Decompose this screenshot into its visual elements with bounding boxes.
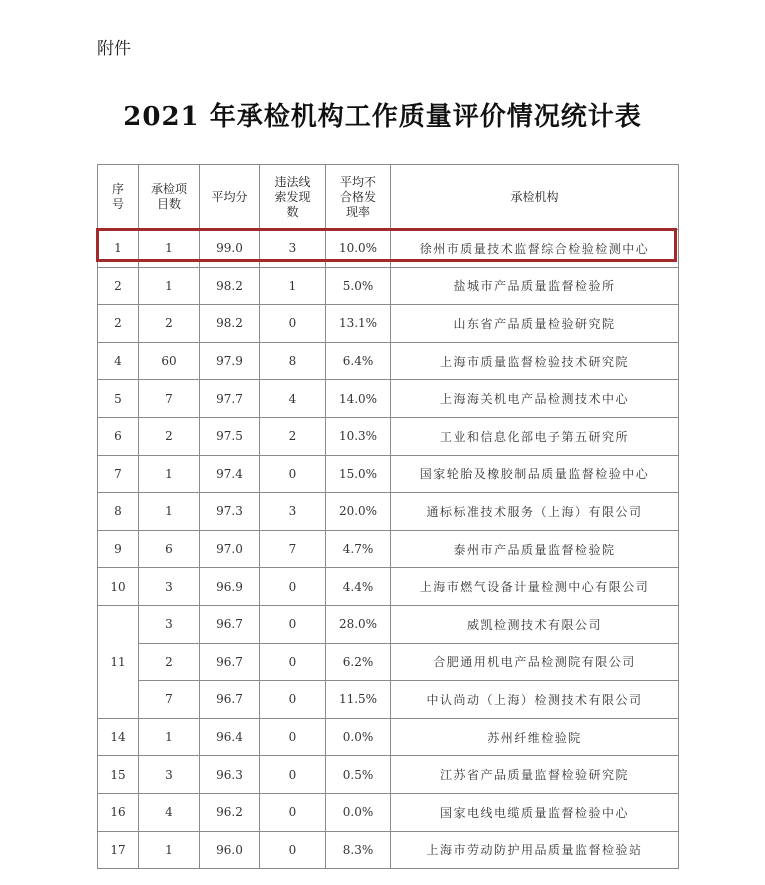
- cell-seq: 4: [98, 342, 139, 380]
- cell-seq: 17: [98, 831, 139, 869]
- cell-projects: 3: [139, 756, 200, 794]
- attachment-label: 附件: [97, 39, 131, 59]
- cell-score: 97.7: [200, 380, 260, 418]
- cell-score: 96.7: [200, 681, 260, 719]
- cell-clues: 0: [260, 793, 326, 831]
- cell-org: 上海市劳动防护用品质量监督检验站: [391, 831, 679, 869]
- cell-rate: 10.0%: [326, 230, 391, 268]
- cell-clues: 2: [260, 417, 326, 455]
- cell-rate: 20.0%: [326, 493, 391, 531]
- cell-score: 96.9: [200, 568, 260, 606]
- cell-projects: 2: [139, 417, 200, 455]
- cell-rate: 6.2%: [326, 643, 391, 681]
- cell-clues: 0: [260, 605, 326, 643]
- cell-seq: 2: [98, 267, 139, 305]
- cell-projects: 3: [139, 605, 200, 643]
- cell-org: 苏州纤维检验院: [391, 718, 679, 756]
- cell-rate: 13.1%: [326, 305, 391, 343]
- cell-org: 上海海关机电产品检测技术中心: [391, 380, 679, 418]
- cell-clues: 0: [260, 568, 326, 606]
- cell-score: 96.2: [200, 793, 260, 831]
- cell-projects: 7: [139, 681, 200, 719]
- cell-rate: 10.3%: [326, 417, 391, 455]
- cell-seq: 9: [98, 530, 139, 568]
- cell-score: 97.3: [200, 493, 260, 531]
- cell-seq: 1: [98, 230, 139, 268]
- header-org: 承检机构: [391, 165, 679, 230]
- cell-org: 威凯检测技术有限公司: [391, 605, 679, 643]
- header-projects: 承检项目数: [139, 165, 200, 230]
- header-fail-rate: 平均不合格发现率: [326, 165, 391, 230]
- cell-projects: 1: [139, 493, 200, 531]
- table-row: [98, 681, 679, 719]
- cell-org: 江苏省产品质量监督检验研究院: [391, 756, 679, 794]
- cell-projects: 1: [139, 718, 200, 756]
- cell-org: 中认尚动（上海）检测技术有限公司: [391, 681, 679, 719]
- table-row: [98, 643, 679, 681]
- cell-projects: 6: [139, 530, 200, 568]
- cell-seq: 8: [98, 493, 139, 531]
- cell-projects: 1: [139, 455, 200, 493]
- cell-clues: 0: [260, 831, 326, 869]
- cell-clues: 8: [260, 342, 326, 380]
- table-row: [98, 793, 679, 831]
- cell-projects: 1: [139, 267, 200, 305]
- cell-rate: 8.3%: [326, 831, 391, 869]
- cell-projects: 60: [139, 342, 200, 380]
- cell-seq: 2: [98, 305, 139, 343]
- cell-seq: 10: [98, 568, 139, 606]
- cell-clues: 0: [260, 718, 326, 756]
- cell-score: 96.7: [200, 605, 260, 643]
- document-title: 2021 年承检机构工作质量评价情况统计表: [123, 102, 642, 132]
- header-seq: 序号: [98, 165, 139, 230]
- table-row: [98, 342, 679, 380]
- cell-score: 96.4: [200, 718, 260, 756]
- cell-org: 合肥通用机电产品检测院有限公司: [391, 643, 679, 681]
- header-avg-score: 平均分: [200, 165, 260, 230]
- cell-rate: 0.0%: [326, 793, 391, 831]
- cell-org: 上海市燃气设备计量检测中心有限公司: [391, 568, 679, 606]
- evaluation-table: [97, 164, 679, 869]
- cell-clues: 0: [260, 455, 326, 493]
- cell-seq: 7: [98, 455, 139, 493]
- table-row: [98, 380, 679, 418]
- table-row: [98, 718, 679, 756]
- cell-org: 通标标准技术服务（上海）有限公司: [391, 493, 679, 531]
- cell-seq: 5: [98, 380, 139, 418]
- cell-rate: 4.4%: [326, 568, 391, 606]
- cell-rate: 15.0%: [326, 455, 391, 493]
- table-row: [98, 530, 679, 568]
- table-row: [98, 568, 679, 606]
- cell-clues: 4: [260, 380, 326, 418]
- header-clues: 违法线索发现数: [260, 165, 326, 230]
- cell-score: 97.4: [200, 455, 260, 493]
- cell-seq-merged: 11: [98, 605, 139, 718]
- cell-seq: 6: [98, 417, 139, 455]
- cell-clues: 3: [260, 493, 326, 531]
- cell-org: 山东省产品质量检验研究院: [391, 305, 679, 343]
- table-row: [98, 831, 679, 869]
- cell-org: 上海市质量监督检验技术研究院: [391, 342, 679, 380]
- cell-score: 97.0: [200, 530, 260, 568]
- cell-score: 98.2: [200, 305, 260, 343]
- cell-clues: 0: [260, 305, 326, 343]
- table-row: [98, 230, 679, 268]
- cell-org: 泰州市产品质量监督检验院: [391, 530, 679, 568]
- table-row: [98, 756, 679, 794]
- cell-clues: 0: [260, 681, 326, 719]
- cell-seq: 15: [98, 756, 139, 794]
- cell-org: 国家轮胎及橡胶制品质量监督检验中心: [391, 455, 679, 493]
- table-header-row: [98, 165, 679, 230]
- cell-rate: 0.5%: [326, 756, 391, 794]
- cell-projects: 1: [139, 831, 200, 869]
- cell-clues: 3: [260, 230, 326, 268]
- table-row: [98, 605, 679, 643]
- cell-rate: 0.0%: [326, 718, 391, 756]
- cell-rate: 14.0%: [326, 380, 391, 418]
- cell-rate: 11.5%: [326, 681, 391, 719]
- cell-score: 96.0: [200, 831, 260, 869]
- cell-projects: 1: [139, 230, 200, 268]
- cell-rate: 4.7%: [326, 530, 391, 568]
- cell-seq: 16: [98, 793, 139, 831]
- cell-org: 盐城市产品质量监督检验所: [391, 267, 679, 305]
- table-row: [98, 305, 679, 343]
- cell-score: 99.0: [200, 230, 260, 268]
- table-row: [98, 455, 679, 493]
- cell-projects: 2: [139, 305, 200, 343]
- cell-score: 98.2: [200, 267, 260, 305]
- cell-rate: 6.4%: [326, 342, 391, 380]
- cell-score: 96.3: [200, 756, 260, 794]
- table-row: [98, 417, 679, 455]
- cell-score: 97.9: [200, 342, 260, 380]
- cell-clues: 0: [260, 643, 326, 681]
- cell-projects: 3: [139, 568, 200, 606]
- cell-clues: 1: [260, 267, 326, 305]
- table-row: [98, 267, 679, 305]
- cell-clues: 0: [260, 756, 326, 794]
- cell-score: 96.7: [200, 643, 260, 681]
- cell-projects: 4: [139, 793, 200, 831]
- cell-projects: 2: [139, 643, 200, 681]
- cell-score: 97.5: [200, 417, 260, 455]
- cell-org: 工业和信息化部电子第五研究所: [391, 417, 679, 455]
- cell-rate: 28.0%: [326, 605, 391, 643]
- cell-org: 徐州市质量技术监督综合检验检测中心: [391, 230, 679, 268]
- cell-projects: 7: [139, 380, 200, 418]
- table-row: [98, 493, 679, 531]
- cell-org: 国家电线电缆质量监督检验中心: [391, 793, 679, 831]
- cell-clues: 7: [260, 530, 326, 568]
- cell-rate: 5.0%: [326, 267, 391, 305]
- cell-seq: 14: [98, 718, 139, 756]
